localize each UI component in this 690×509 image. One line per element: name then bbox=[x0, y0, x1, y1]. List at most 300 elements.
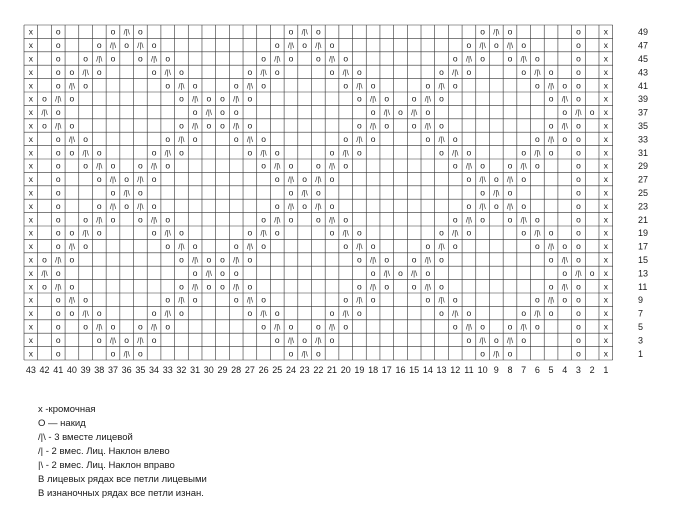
k3tog-symbol: /|\ bbox=[342, 309, 349, 319]
yarn-over-symbol: o bbox=[480, 187, 485, 198]
yarn-over-symbol: o bbox=[370, 241, 376, 252]
yarn-over-symbol: o bbox=[521, 174, 527, 185]
yarn-over-symbol: o bbox=[137, 53, 143, 64]
yarn-over-symbol: o bbox=[69, 281, 75, 292]
yarn-over-symbol: o bbox=[425, 80, 431, 91]
yarn-over-symbol: o bbox=[55, 147, 61, 158]
k3tog-symbol: /|\ bbox=[178, 242, 185, 252]
k3tog-symbol: /|\ bbox=[68, 81, 75, 91]
edge-stitch: x bbox=[28, 241, 33, 252]
yarn-over-symbol: o bbox=[329, 174, 335, 185]
k3tog-symbol: /|\ bbox=[287, 41, 295, 51]
yarn-over-symbol: o bbox=[110, 321, 116, 332]
row-number: 5 bbox=[638, 322, 644, 332]
column-number: 15 bbox=[409, 365, 420, 375]
column-number: 37 bbox=[107, 365, 118, 375]
yarn-over-symbol: o bbox=[439, 147, 444, 158]
yarn-over-symbol: o bbox=[247, 227, 253, 238]
row-number: 43 bbox=[638, 67, 649, 78]
yarn-over-symbol: o bbox=[165, 321, 171, 332]
yarn-over-symbol: o bbox=[439, 308, 444, 319]
k3tog-symbol: /|\ bbox=[438, 134, 445, 144]
yarn-over-symbol: o bbox=[137, 214, 143, 225]
yarn-over-symbol: o bbox=[535, 160, 540, 171]
k3tog-symbol: /|\ bbox=[561, 255, 568, 265]
yarn-over-symbol: o bbox=[452, 80, 458, 91]
yarn-over-symbol: o bbox=[535, 214, 540, 225]
yarn-over-symbol: o bbox=[370, 133, 376, 144]
k3tog-symbol: /|\ bbox=[192, 255, 199, 265]
k3tog-symbol: /|\ bbox=[315, 175, 322, 185]
edge-stitch: x bbox=[603, 334, 608, 345]
k3tog-symbol: /|\ bbox=[260, 309, 267, 319]
row-number: 31 bbox=[638, 147, 649, 158]
k3tog-symbol: /|\ bbox=[274, 322, 281, 332]
yarn-over-symbol: o bbox=[55, 308, 61, 319]
k3tog-symbol: /|\ bbox=[233, 282, 240, 292]
edge-stitch: x bbox=[603, 348, 608, 359]
column-number: 1 bbox=[603, 365, 609, 375]
yarn-over-symbol: o bbox=[439, 93, 444, 104]
k3tog-symbol: /|\ bbox=[137, 41, 144, 51]
edge-stitch: x bbox=[28, 187, 33, 198]
yarn-over-symbol: o bbox=[42, 281, 47, 292]
k3tog-symbol: /|\ bbox=[123, 188, 130, 198]
k3tog-symbol: /|\ bbox=[96, 54, 103, 64]
k3tog-symbol: /|\ bbox=[41, 108, 48, 118]
edge-stitch: x bbox=[28, 321, 33, 332]
k3tog-symbol: /|\ bbox=[205, 108, 212, 118]
yarn-over-symbol: o bbox=[425, 107, 431, 118]
yarn-over-symbol: o bbox=[439, 120, 444, 131]
yarn-over-symbol: o bbox=[343, 241, 349, 252]
yarn-over-symbol: o bbox=[398, 107, 403, 118]
yarn-over-symbol: o bbox=[521, 227, 527, 238]
yarn-over-symbol: o bbox=[55, 133, 61, 144]
edge-stitch: x bbox=[603, 267, 608, 278]
yarn-over-symbol: o bbox=[452, 214, 458, 225]
yarn-over-symbol: o bbox=[55, 187, 61, 198]
yarn-over-symbol: o bbox=[507, 321, 513, 332]
edge-stitch: x bbox=[603, 147, 608, 158]
yarn-over-symbol: o bbox=[96, 40, 102, 51]
yarn-over-symbol: o bbox=[165, 294, 171, 305]
edge-stitch: x bbox=[28, 294, 33, 305]
yarn-over-symbol: o bbox=[329, 334, 335, 345]
yarn-over-symbol: o bbox=[110, 187, 116, 198]
k3tog-symbol: /|\ bbox=[342, 148, 349, 158]
column-number: 18 bbox=[368, 365, 379, 375]
column-number: 10 bbox=[477, 365, 488, 375]
edge-stitch: x bbox=[28, 133, 33, 144]
yarn-over-symbol: o bbox=[55, 321, 61, 332]
yarn-over-symbol: o bbox=[83, 241, 88, 252]
k3tog-symbol: /|\ bbox=[246, 242, 253, 252]
edge-stitch: x bbox=[603, 174, 608, 185]
edge-stitch: x bbox=[28, 107, 33, 118]
yarn-over-symbol: o bbox=[562, 267, 568, 278]
yarn-over-symbol: o bbox=[96, 308, 102, 319]
k3tog-symbol: /|\ bbox=[301, 188, 308, 198]
edge-stitch: x bbox=[603, 26, 608, 37]
k3tog-symbol: /|\ bbox=[164, 228, 171, 238]
yarn-over-symbol: o bbox=[110, 160, 116, 171]
yarn-over-symbol: o bbox=[548, 66, 554, 77]
yarn-over-symbol: o bbox=[493, 40, 499, 51]
yarn-over-symbol: o bbox=[576, 120, 581, 131]
yarn-over-symbol: o bbox=[589, 267, 595, 278]
yarn-over-symbol: o bbox=[165, 214, 171, 225]
k3tog-symbol: /|\ bbox=[55, 94, 62, 104]
edge-stitch: x bbox=[28, 334, 33, 345]
yarn-over-symbol: o bbox=[220, 107, 225, 118]
yarn-over-symbol: o bbox=[521, 147, 527, 158]
yarn-over-symbol: o bbox=[274, 334, 280, 345]
yarn-over-symbol: o bbox=[480, 321, 485, 332]
edge-stitch: x bbox=[28, 80, 33, 91]
yarn-over-symbol: o bbox=[96, 174, 102, 185]
yarn-over-symbol: o bbox=[576, 26, 581, 37]
column-number: 4 bbox=[562, 365, 568, 375]
yarn-over-symbol: o bbox=[220, 120, 225, 131]
k3tog-symbol: /|\ bbox=[520, 215, 527, 225]
k3tog-symbol: /|\ bbox=[233, 94, 240, 104]
yarn-over-symbol: o bbox=[548, 227, 554, 238]
k3tog-symbol: /|\ bbox=[438, 242, 445, 252]
yarn-over-symbol: o bbox=[274, 40, 280, 51]
yarn-over-symbol: o bbox=[42, 120, 47, 131]
edge-stitch: x bbox=[603, 120, 608, 131]
yarn-over-symbol: o bbox=[480, 214, 485, 225]
k3tog-symbol: /|\ bbox=[506, 201, 514, 211]
yarn-over-symbol: o bbox=[507, 348, 513, 359]
column-number: 6 bbox=[534, 365, 540, 375]
k3tog-symbol: /|\ bbox=[137, 201, 144, 211]
row-number: 45 bbox=[638, 54, 649, 64]
yarn-over-symbol: o bbox=[576, 147, 581, 158]
yarn-over-symbol: o bbox=[233, 267, 239, 278]
yarn-over-symbol: o bbox=[96, 334, 102, 345]
yarn-over-symbol: o bbox=[535, 133, 540, 144]
yarn-over-symbol: o bbox=[179, 227, 184, 238]
yarn-over-symbol: o bbox=[480, 26, 485, 37]
k3tog-symbol: /|\ bbox=[96, 161, 103, 171]
yarn-over-symbol: o bbox=[83, 160, 88, 171]
yarn-over-symbol: o bbox=[110, 26, 116, 37]
k3tog-symbol: /|\ bbox=[109, 41, 117, 51]
column-number: 33 bbox=[162, 365, 173, 375]
legend-right-decrease: |\ - 2 вмес. Лиц. Наклон вправо bbox=[38, 460, 175, 471]
column-number: 8 bbox=[507, 365, 513, 375]
yarn-over-symbol: o bbox=[192, 267, 198, 278]
edge-stitch: x bbox=[28, 93, 33, 104]
yarn-over-symbol: o bbox=[576, 80, 581, 91]
yarn-over-symbol: o bbox=[466, 308, 472, 319]
edge-stitch: x bbox=[28, 254, 33, 265]
column-number: 38 bbox=[94, 365, 105, 375]
yarn-over-symbol: o bbox=[562, 107, 568, 118]
edge-stitch: x bbox=[28, 174, 33, 185]
yarn-over-symbol: o bbox=[535, 294, 540, 305]
k3tog-symbol: /|\ bbox=[150, 161, 158, 171]
yarn-over-symbol: o bbox=[425, 133, 431, 144]
yarn-over-symbol: o bbox=[55, 200, 61, 211]
yarn-over-symbol: o bbox=[288, 53, 294, 64]
k3tog-symbol: /|\ bbox=[534, 67, 541, 77]
yarn-over-symbol: o bbox=[480, 53, 485, 64]
yarn-over-symbol: o bbox=[69, 227, 75, 238]
k3tog-symbol: /|\ bbox=[424, 255, 431, 265]
column-number: 29 bbox=[217, 365, 228, 375]
yarn-over-symbol: o bbox=[96, 147, 102, 158]
yarn-over-symbol: o bbox=[315, 214, 321, 225]
k3tog-symbol: /|\ bbox=[411, 268, 418, 278]
yarn-over-symbol: o bbox=[247, 66, 253, 77]
edge-stitch: x bbox=[603, 160, 608, 171]
edge-stitch: x bbox=[603, 187, 608, 198]
yarn-over-symbol: o bbox=[507, 53, 513, 64]
yarn-over-symbol: o bbox=[137, 26, 143, 37]
row-number: 7 bbox=[638, 308, 644, 319]
yarn-over-symbol: o bbox=[576, 321, 581, 332]
yarn-over-symbol: o bbox=[247, 281, 253, 292]
k3tog-symbol: /|\ bbox=[575, 268, 582, 278]
yarn-over-symbol: o bbox=[329, 308, 335, 319]
yarn-over-symbol: o bbox=[384, 120, 390, 131]
yarn-over-symbol: o bbox=[329, 227, 335, 238]
yarn-over-symbol: o bbox=[357, 281, 362, 292]
yarn-over-symbol: o bbox=[576, 40, 581, 51]
yarn-over-symbol: o bbox=[233, 107, 239, 118]
k3tog-symbol: /|\ bbox=[274, 161, 281, 171]
yarn-over-symbol: o bbox=[96, 200, 102, 211]
yarn-over-symbol: o bbox=[425, 241, 431, 252]
yarn-over-symbol: o bbox=[425, 267, 431, 278]
column-number: 41 bbox=[53, 365, 64, 375]
row-number: 49 bbox=[638, 27, 649, 38]
yarn-over-symbol: o bbox=[165, 53, 171, 64]
yarn-over-symbol: o bbox=[452, 53, 458, 64]
yarn-over-symbol: o bbox=[247, 254, 253, 265]
yarn-over-symbol: o bbox=[315, 321, 321, 332]
yarn-over-symbol: o bbox=[576, 348, 581, 359]
edge-stitch: x bbox=[603, 294, 608, 305]
edge-stitch: x bbox=[603, 40, 608, 51]
yarn-over-symbol: o bbox=[288, 348, 294, 359]
legend-k3tog: /|\ - 3 вместе лицевой bbox=[38, 432, 133, 443]
column-number: 23 bbox=[299, 365, 310, 375]
k3tog-symbol: /|\ bbox=[328, 54, 336, 64]
yarn-over-symbol: o bbox=[55, 160, 61, 171]
k3tog-symbol: /|\ bbox=[356, 81, 363, 91]
yarn-over-symbol: o bbox=[220, 254, 225, 265]
k3tog-symbol: /|\ bbox=[424, 282, 431, 292]
row-number: 29 bbox=[638, 161, 649, 172]
yarn-over-symbol: o bbox=[493, 200, 499, 211]
k3tog-symbol: /|\ bbox=[534, 309, 541, 319]
k3tog-symbol: /|\ bbox=[383, 108, 390, 118]
yarn-over-symbol: o bbox=[69, 308, 75, 319]
k3tog-symbol: /|\ bbox=[561, 282, 568, 292]
k3tog-symbol: /|\ bbox=[534, 228, 541, 238]
k3tog-symbol: /|\ bbox=[520, 54, 527, 64]
column-number: 12 bbox=[450, 365, 461, 375]
column-number: 19 bbox=[354, 365, 365, 375]
k3tog-symbol: /|\ bbox=[575, 108, 582, 118]
edge-stitch: x bbox=[603, 281, 608, 292]
yarn-over-symbol: o bbox=[110, 53, 116, 64]
yarn-over-symbol: o bbox=[261, 133, 266, 144]
k3tog-symbol: /|\ bbox=[548, 295, 555, 305]
yarn-over-symbol: o bbox=[69, 93, 75, 104]
edge-stitch: x bbox=[28, 214, 33, 225]
yarn-over-symbol: o bbox=[55, 241, 61, 252]
yarn-over-symbol: o bbox=[274, 66, 280, 77]
yarn-over-symbol: o bbox=[247, 308, 253, 319]
yarn-over-symbol: o bbox=[562, 133, 568, 144]
yarn-over-symbol: o bbox=[55, 26, 61, 37]
yarn-over-symbol: o bbox=[343, 321, 349, 332]
edge-stitch: x bbox=[603, 200, 608, 211]
column-number: 40 bbox=[66, 365, 77, 375]
yarn-over-symbol: o bbox=[137, 160, 143, 171]
k3tog-symbol: /|\ bbox=[137, 175, 144, 185]
k3tog-symbol: /|\ bbox=[164, 309, 171, 319]
yarn-over-symbol: o bbox=[179, 308, 184, 319]
yarn-over-symbol: o bbox=[493, 174, 499, 185]
edge-stitch: x bbox=[28, 267, 33, 278]
k3tog-symbol: /|\ bbox=[356, 242, 363, 252]
yarn-over-symbol: o bbox=[535, 241, 540, 252]
yarn-over-symbol: o bbox=[576, 227, 581, 238]
k3tog-symbol: /|\ bbox=[548, 81, 555, 91]
yarn-over-symbol: o bbox=[357, 147, 362, 158]
column-number: 14 bbox=[422, 365, 433, 375]
yarn-over-symbol: o bbox=[521, 334, 527, 345]
k3tog-symbol: /|\ bbox=[493, 188, 500, 198]
yarn-over-symbol: o bbox=[576, 187, 581, 198]
edge-stitch: x bbox=[603, 53, 608, 64]
k3tog-symbol: /|\ bbox=[561, 121, 568, 131]
k3tog-symbol: /|\ bbox=[548, 134, 555, 144]
yarn-over-symbol: o bbox=[233, 133, 239, 144]
yarn-over-symbol: o bbox=[247, 147, 253, 158]
k3tog-symbol: /|\ bbox=[260, 67, 267, 77]
yarn-over-symbol: o bbox=[466, 227, 472, 238]
column-number: 43 bbox=[25, 365, 36, 375]
k3tog-symbol: /|\ bbox=[109, 335, 117, 345]
k3tog-symbol: /|\ bbox=[370, 255, 377, 265]
yarn-over-symbol: o bbox=[452, 133, 458, 144]
yarn-over-symbol: o bbox=[55, 214, 61, 225]
yarn-over-symbol: o bbox=[151, 66, 157, 77]
yarn-over-symbol: o bbox=[576, 241, 581, 252]
k3tog-symbol: /|\ bbox=[260, 148, 267, 158]
yarn-over-symbol: o bbox=[83, 80, 88, 91]
column-number: 30 bbox=[203, 365, 214, 375]
yarn-over-symbol: o bbox=[288, 214, 294, 225]
yarn-over-symbol: o bbox=[206, 281, 212, 292]
k3tog-symbol: /|\ bbox=[370, 282, 377, 292]
yarn-over-symbol: o bbox=[343, 133, 349, 144]
yarn-over-symbol: o bbox=[247, 120, 253, 131]
k3tog-symbol: /|\ bbox=[465, 54, 472, 64]
yarn-over-symbol: o bbox=[220, 281, 225, 292]
yarn-over-symbol: o bbox=[521, 308, 527, 319]
yarn-over-symbol: o bbox=[370, 267, 376, 278]
k3tog-symbol: /|\ bbox=[301, 27, 308, 37]
k3tog-symbol: /|\ bbox=[520, 161, 527, 171]
k3tog-symbol: /|\ bbox=[342, 67, 349, 77]
column-number: 16 bbox=[395, 365, 406, 375]
yarn-over-symbol: o bbox=[535, 53, 540, 64]
edge-stitch: x bbox=[603, 321, 608, 332]
k3tog-symbol: /|\ bbox=[192, 94, 199, 104]
k3tog-symbol: /|\ bbox=[452, 309, 459, 319]
row-number: 15 bbox=[638, 255, 649, 265]
column-number: 39 bbox=[80, 365, 91, 375]
yarn-over-symbol: o bbox=[274, 174, 280, 185]
edge-stitch: x bbox=[603, 308, 608, 319]
k3tog-symbol: /|\ bbox=[123, 27, 130, 37]
column-number: 7 bbox=[521, 365, 527, 375]
yarn-over-symbol: o bbox=[521, 66, 527, 77]
k3tog-symbol: /|\ bbox=[55, 255, 62, 265]
k3tog-symbol: /|\ bbox=[411, 108, 418, 118]
yarn-over-symbol: o bbox=[576, 93, 581, 104]
k3tog-symbol: /|\ bbox=[68, 134, 75, 144]
k3tog-symbol: /|\ bbox=[452, 67, 459, 77]
yarn-over-symbol: o bbox=[302, 334, 308, 345]
k3tog-symbol: /|\ bbox=[68, 295, 75, 305]
column-number: 24 bbox=[285, 365, 296, 375]
yarn-over-symbol: o bbox=[329, 66, 335, 77]
yarn-over-symbol: o bbox=[165, 80, 171, 91]
legend-edge: x -кромочная bbox=[38, 404, 96, 415]
yarn-over-symbol: o bbox=[466, 200, 472, 211]
yarn-over-symbol: o bbox=[302, 174, 308, 185]
edge-stitch: x bbox=[28, 40, 33, 51]
yarn-over-symbol: o bbox=[192, 107, 198, 118]
k3tog-symbol: /|\ bbox=[96, 322, 103, 332]
yarn-over-symbol: o bbox=[69, 66, 75, 77]
yarn-over-symbol: o bbox=[179, 66, 184, 77]
yarn-over-symbol: o bbox=[288, 187, 294, 198]
column-number: 35 bbox=[135, 365, 146, 375]
column-number: 34 bbox=[149, 365, 160, 375]
k3tog-symbol: /|\ bbox=[192, 121, 199, 131]
yarn-over-symbol: o bbox=[411, 120, 417, 131]
edge-stitch: x bbox=[28, 53, 33, 64]
edge-stitch: x bbox=[603, 93, 608, 104]
k3tog-symbol: /|\ bbox=[150, 54, 158, 64]
yarn-over-symbol: o bbox=[151, 40, 157, 51]
yarn-over-symbol: o bbox=[548, 147, 554, 158]
edge-stitch: x bbox=[28, 160, 33, 171]
yarn-over-symbol: o bbox=[357, 120, 362, 131]
yarn-over-symbol: o bbox=[439, 227, 444, 238]
yarn-over-symbol: o bbox=[507, 187, 513, 198]
k3tog-symbol: /|\ bbox=[465, 322, 472, 332]
yarn-over-symbol: o bbox=[274, 200, 280, 211]
yarn-over-symbol: o bbox=[576, 200, 581, 211]
k3tog-symbol: /|\ bbox=[55, 282, 62, 292]
legend-right-side-rows: В лицевых рядах все петли лицевыми bbox=[38, 474, 207, 485]
yarn-over-symbol: o bbox=[439, 254, 444, 265]
column-number: 26 bbox=[258, 365, 269, 375]
row-number: 39 bbox=[638, 94, 649, 105]
k3tog-symbol: /|\ bbox=[438, 81, 445, 91]
